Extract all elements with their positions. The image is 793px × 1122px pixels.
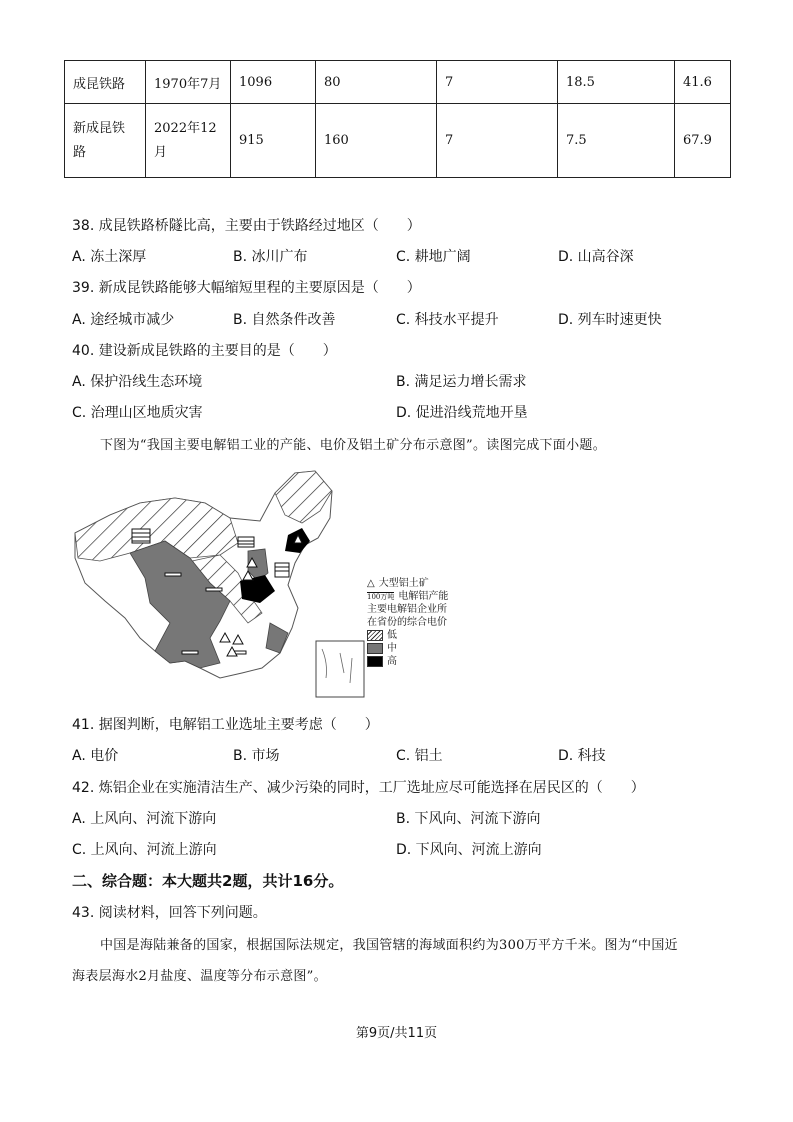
option-a: A. 保护沿线生态环境 — [72, 374, 203, 390]
aluminum-map — [70, 463, 370, 703]
option-b: B. 满足运力增长需求 — [396, 374, 527, 390]
question-43: 43. 阅读材料，回答下列问题。 — [72, 905, 267, 921]
question-39: 39. 新成昆铁路能够大幅缩短里程的主要原因是（ ） — [72, 280, 421, 296]
table-cell: 41.6 — [675, 61, 731, 104]
question-42: 42. 炼铝企业在实施清洁生产、减少污染的同时，工厂选址应尽可能选择在居民区的（ ） — [72, 780, 645, 796]
table-cell: 67.9 — [675, 104, 731, 178]
option-c: C. 治理山区地质灾害 — [72, 405, 203, 421]
section-heading: 二、综合题：本大题共2题，共计16分。 — [72, 872, 344, 890]
map-intro: 下图为“我国主要电解铝工业的产能、电价及铝土矿分布示意图”。读图完成下面小题。 — [100, 438, 606, 453]
table-cell: 1970年7月 — [146, 61, 231, 104]
table-cell: 915 — [231, 104, 316, 178]
question-40: 40. 建设新成昆铁路的主要目的是（ ） — [72, 343, 337, 359]
table-cell: 160 — [316, 104, 437, 178]
south-sea-inset — [316, 641, 364, 697]
table-cell: 80 — [316, 61, 437, 104]
option-c: C. 铝土 — [396, 748, 443, 764]
option-a: A. 途经城市减少 — [72, 312, 175, 328]
option-a: A. 上风向、河流下游向 — [72, 811, 217, 827]
option-b: B. 下风向、河流下游向 — [396, 811, 541, 827]
question-41: 41. 据图判断，电解铝工业选址主要考虑（ ） — [72, 717, 379, 733]
table-cell: 2022年12月 — [146, 104, 231, 178]
material-text: 中国是海陆兼备的国家，根据国际法规定，我国管辖的海域面积约为300万平方千米。图为“中国近 — [100, 938, 678, 953]
option-d: D. 山高谷深 — [558, 249, 634, 265]
material-text: 海表层海水2月盐度、温度等分布示意图”。 — [72, 969, 327, 984]
table-row — [65, 61, 731, 104]
table-cell: 7 — [437, 61, 558, 104]
triangle-icon: △ — [367, 578, 375, 589]
table-row — [65, 104, 731, 178]
high-swatch — [367, 656, 383, 667]
option-d: D. 促进沿线荒地开垦 — [396, 405, 528, 421]
table-cell: 7 — [437, 104, 558, 178]
question-38: 38. 成昆铁路桥隧比高，主要由于铁路经过地区（ ） — [72, 218, 421, 234]
option-d: D. 下风向、河流上游向 — [396, 842, 542, 858]
low-swatch — [367, 630, 383, 641]
option-c: C. 耕地广阔 — [396, 249, 471, 265]
option-a: A. 电价 — [72, 748, 119, 764]
table-cell: 7.5 — [558, 104, 675, 178]
option-c: C. 科技水平提升 — [396, 312, 499, 328]
railway-table — [64, 60, 731, 178]
map-legend: △ 大型铝土矿 100万吨 电解铝产能 主要电解铝企业所 在省份的综合电价 低 中 高 — [367, 578, 449, 667]
table-cell: 新成昆铁路 — [65, 104, 146, 178]
mid-swatch — [367, 643, 383, 654]
option-a: A. 冻土深厚 — [72, 249, 147, 265]
table-cell: 成昆铁路 — [65, 61, 146, 104]
page-footer: 第9页/共11页 — [355, 1026, 438, 1041]
option-d: D. 科技 — [558, 748, 606, 764]
option-c: C. 上风向、河流上游向 — [72, 842, 217, 858]
option-b: B. 冰川广布 — [233, 249, 308, 265]
option-b: B. 市场 — [233, 748, 280, 764]
option-b: B. 自然条件改善 — [233, 312, 336, 328]
table-cell: 18.5 — [558, 61, 675, 104]
table-cell: 1096 — [231, 61, 316, 104]
option-d: D. 列车时速更快 — [558, 312, 662, 328]
